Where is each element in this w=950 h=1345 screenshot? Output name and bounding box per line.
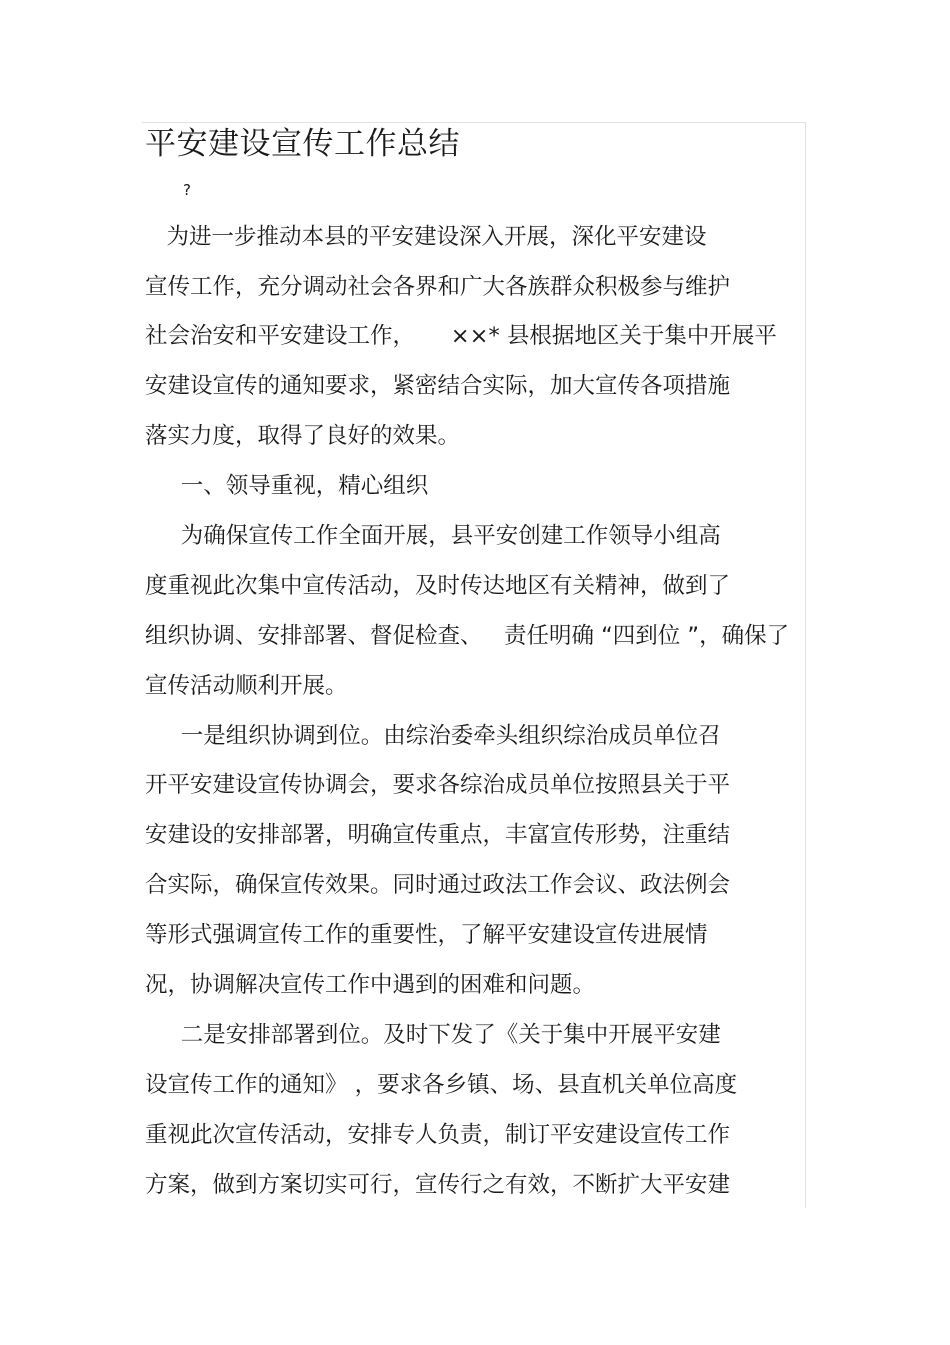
paragraph-line: 设宣传工作的通知》 ，要求各乡镇、场、县直机关单位高度	[145, 1072, 738, 1098]
section-heading: 一、领导重视，精心组织	[145, 473, 429, 499]
paragraph-line: 组织协调、安排部署、督促检查、 责任明确 “四到位 ”，确保了	[145, 623, 790, 649]
paragraph-line: 安建设宣传的通知要求，紧密结合实际，加大宣传各项措施	[145, 373, 731, 399]
paragraph-line: 社会治安和平安建设工作， ××* 县根据地区关于集中开展平	[145, 323, 777, 349]
document-title: 平安建设宣传工作总结	[145, 126, 460, 162]
paragraph-line: 为确保宣传工作全面开展，县平安创建工作领导小组高	[145, 523, 721, 549]
paragraph-line: 度重视此次集中宣传活动，及时传达地区有关精神，做到了	[145, 573, 731, 599]
paragraph-line: 安建设的安排部署，明确宣传重点，丰富宣传形势，注重结	[145, 822, 731, 848]
paragraph-line: 宣传活动顺利开展。	[145, 673, 348, 699]
paragraph-line: 宣传工作，充分调动社会各界和广大各族群众积极参与维护	[145, 274, 731, 300]
paragraph-line: 重视此次宣传活动，安排专人负责，制订平安建设宣传工作	[145, 1122, 731, 1148]
paragraph-line: 二是安排部署到位。及时下发了《关于集中开展平安建	[145, 1022, 721, 1048]
paragraph-line: 况，协调解决宣传工作中遇到的困难和问题。	[145, 972, 596, 998]
paragraph-line: 为进一步推动本县的平安建设深入开展，深化平安建设	[145, 224, 707, 250]
paragraph-line: 合实际，确保宣传效果。同时通过政法工作会议、政法例会	[145, 872, 731, 898]
paragraph-line: 一是组织协调到位。由综治委牵头组织综治成员单位召	[145, 723, 721, 749]
paragraph-line: 落实力度，取得了良好的效果。	[145, 423, 461, 449]
paragraph-line: 方案，做到方案切实可行，宣传行之有效，不断扩大平安建	[145, 1172, 731, 1198]
question-marker: ?	[183, 181, 191, 199]
paragraph-line: 开平安建设宣传协调会，要求各综治成员单位按照县关于平	[145, 772, 731, 798]
paragraph-line: 等形式强调宣传工作的重要性，了解平安建设宣传进展情	[145, 922, 708, 948]
